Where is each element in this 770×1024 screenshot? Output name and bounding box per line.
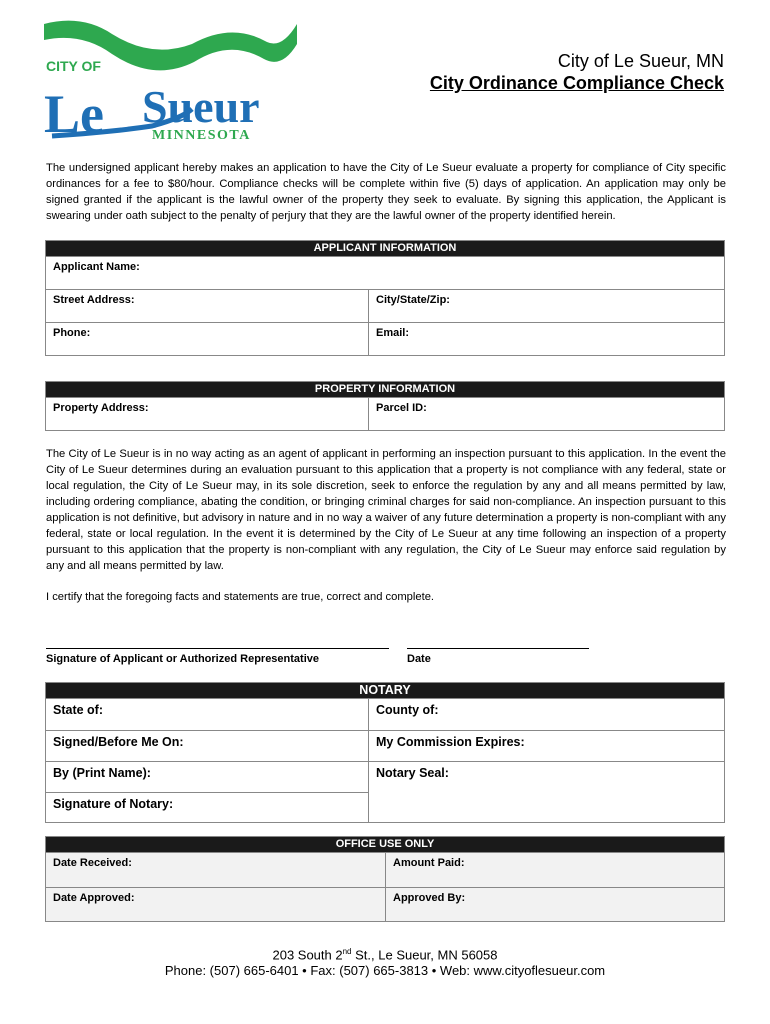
notary-state-field[interactable]: State of: [46,699,369,730]
footer-address-main: 203 South 2 [272,947,343,963]
footer-contact: Phone: (507) 665-6401 • Fax: (507) 665-3813 • Web: www.cityoflesueur.com [164,963,606,978]
parcel-id-field[interactable]: Parcel ID: [376,402,427,414]
amount-paid-field[interactable]: Amount Paid: [393,857,465,869]
notary-section [45,682,725,823]
footer-address-rest: St., Le Sueur, MN 56058 [351,947,498,963]
page-subtitle: City Ordinance Compliance Check [429,73,724,93]
applicant-signature-line[interactable] [46,648,389,649]
page-header [430,50,724,94]
applicant-name-field[interactable]: Applicant Name: [53,261,140,273]
footer-address-sup: nd [342,947,352,956]
page-title: City of Le Sueur, MN [557,51,724,71]
property-address-field[interactable]: Property Address: [46,398,369,430]
notary-seal-field[interactable]: Notary Seal: [376,766,449,780]
notary-signature-field[interactable]: Signature of Notary: [46,792,368,822]
logo-sueur: Sueur [142,81,260,132]
signed-before-me-field[interactable]: Signed/Before Me On: [46,731,369,761]
print-name-field[interactable]: By (Print Name): [53,766,151,780]
approved-by-field[interactable]: Approved By: [393,892,466,904]
notary-county-field[interactable]: County of: [376,703,439,717]
property-info-header: PROPERTY INFORMATION [46,382,724,398]
date-label: Date [407,653,431,665]
logo-minnesota: MINNESOTA [152,128,251,142]
disclaimer-paragraph: The City of Le Sueur is in no way acting as an agent of applicant in performing an inspection pursuant to this application. In the event the City of Le Sueur determines during an evaluation pursuant to this application that a property is not compliance with any federal, state or local regulation, the City of Le Sueur may, in its sole discretion, seek to enforce the regulation by any and all means permitted by law, including ordering compliance, abating the condition, or bringing criminal charges for said non-compliance. An inspection pursuant to this application is not definitive, but advisory in nature and in no way a waiver of any future determination a property is non-compliant with any federal, state or local regulation. In the event it is determined by the City of Le Sueur at any time following an inspection of a property pursuant to this application that the property is non-compliant with any regulation, the City of Le Sueur may enforce said regulation by any and all means permitted by law. [46,448,726,572]
street-address-field[interactable]: Street Address: [46,290,369,322]
logo-city-of: CITY OF [46,58,101,74]
date-approved-field[interactable]: Date Approved: [46,888,386,921]
phone-field[interactable]: Phone: [46,323,369,355]
date-received-field[interactable]: Date Received: [46,853,386,887]
certify-statement: I certify that the foregoing facts and statements are true, correct and complete. [46,591,435,603]
intro-paragraph: The undersigned applicant hereby makes an application to have the City of Le Sueur evaluate a property for compliance of City specific ordinances for a fee to $80/hour. Compliance checks will be complete within five (5) days of application. An application may only be signed granted if the applicant is the lawful owner of the property they seek to evaluate. By signing this application, the Applicant is swearing under oath subject to the penalty of perjury that they are the lawful owner of the property identified herein. [46,162,726,222]
office-use-section [45,836,725,922]
city-logo [42,14,302,142]
email-field[interactable]: Email: [376,327,410,339]
logo-graphic [42,14,302,142]
property-info-section [45,381,725,431]
applicant-info-header: APPLICANT INFORMATION [46,241,724,257]
applicant-info-section [45,240,725,356]
date-line[interactable] [407,648,589,649]
city-state-zip-field[interactable]: City/State/Zip: [376,294,450,306]
office-use-header: OFFICE USE ONLY [46,837,724,853]
notary-header: NOTARY [46,683,724,699]
logo-le: Le [44,84,104,142]
commission-expires-field[interactable]: My Commission Expires: [376,735,525,749]
applicant-signature-label: Signature of Applicant or Authorized Representative [46,653,319,665]
